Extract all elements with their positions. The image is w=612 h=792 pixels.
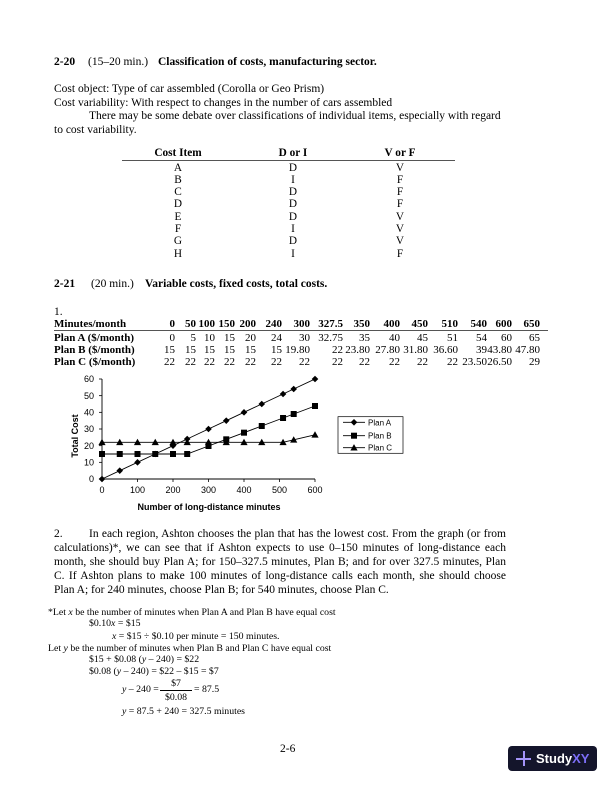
table-cell: 23.80 bbox=[345, 344, 370, 356]
y-tick-label: 30 bbox=[83, 424, 94, 435]
table-cell: A bbox=[173, 161, 183, 174]
minutes-column-header: 400 bbox=[383, 318, 400, 330]
footnote-text: = 87.5 + 240 = 327.5 minutes bbox=[126, 706, 245, 717]
math-variable: y bbox=[122, 684, 127, 695]
data-point-plan-a bbox=[241, 409, 248, 416]
data-point-plan-a bbox=[280, 391, 287, 398]
x-tick-label: 500 bbox=[271, 485, 288, 495]
footnote-text: Let bbox=[48, 643, 64, 654]
table-cell: 51 bbox=[447, 332, 458, 344]
plan-row-label: Plan C ($/month) bbox=[54, 356, 136, 368]
legend-marker-plan-b bbox=[351, 433, 357, 439]
table-cell: 40 bbox=[389, 332, 400, 344]
row-header-label: Minutes/month bbox=[54, 318, 127, 330]
legend-label: Plan C bbox=[368, 443, 393, 453]
y-tick-label: 40 bbox=[83, 407, 94, 418]
minutes-column-header: 327.5 bbox=[318, 318, 343, 330]
table-cell: V bbox=[395, 210, 405, 223]
data-point-plan-b bbox=[152, 451, 158, 457]
table-cell: 0 bbox=[169, 332, 175, 344]
table-cell: 22 bbox=[332, 356, 343, 368]
data-point-plan-b bbox=[99, 451, 105, 457]
table-column-header: Cost Item bbox=[154, 147, 202, 159]
table-cell: 22 bbox=[271, 356, 282, 368]
table-cell: D bbox=[288, 186, 298, 199]
table-cell: 10 bbox=[204, 332, 215, 344]
table-cell: I bbox=[291, 173, 295, 186]
brand-name bbox=[536, 750, 589, 767]
classification-note: There may be some debate over classifications of individual items, especially with regard to cost variability. bbox=[54, 110, 501, 136]
table-cell: 22 bbox=[417, 356, 428, 368]
table-cell: D bbox=[288, 198, 298, 211]
cost-variability-line: Cost variability: With respect to changes in the number of cars assembled bbox=[54, 97, 393, 109]
table-cell: 15 bbox=[245, 344, 256, 356]
footnote-line bbox=[48, 607, 336, 618]
table-cell: 22 bbox=[332, 344, 343, 356]
table-cell: H bbox=[173, 247, 183, 260]
part-2-text: In each region, Ashton chooses the plan that has the lowest cost. From the graph (or from calculations)*, we can see that if Ashton expects to use 0–150 minutes of long-distance each month, she should buy Plan A; for 150–327.5 minutes, Plan B; and for over 327.5 minutes, Plan C. If Ashton plans to make 100 minutes of long-distance calls each month, she should choose Plan A; for 240 minutes, choose Plan B; for 540 minutes, choose Plan C. bbox=[54, 528, 506, 596]
footnote-text: – 240) = $22 bbox=[146, 654, 200, 665]
minutes-column-header: 540 bbox=[470, 318, 487, 330]
brand-accent: XY bbox=[572, 751, 590, 766]
data-point-plan-b bbox=[184, 451, 190, 457]
data-point-plan-b bbox=[135, 451, 141, 457]
fraction bbox=[160, 678, 192, 703]
footnote-equation bbox=[89, 654, 199, 665]
data-point-plan-c bbox=[311, 431, 318, 437]
math-variable: x bbox=[111, 618, 116, 629]
data-point-plan-b bbox=[259, 423, 265, 429]
table-cell: 15 bbox=[185, 344, 196, 356]
table-cell: V bbox=[395, 223, 405, 235]
part-2-paragraph bbox=[54, 527, 506, 597]
minutes-column-header: 350 bbox=[353, 318, 370, 330]
legend-label: Plan B bbox=[368, 431, 392, 441]
footnote-equation bbox=[112, 631, 279, 642]
table-cell: 45 bbox=[417, 332, 428, 344]
data-point-plan-b bbox=[280, 415, 286, 421]
part-2-label: 2. bbox=[54, 528, 63, 540]
table-cell: 22 bbox=[164, 356, 175, 368]
table-cell: V bbox=[395, 161, 405, 174]
math-variable: y bbox=[141, 654, 147, 665]
footnote-equation bbox=[89, 666, 219, 677]
table-cell: F bbox=[396, 173, 404, 186]
footnote-text: – 240) = $22 – $15 = $7 bbox=[121, 666, 219, 677]
data-point-plan-a bbox=[290, 386, 297, 393]
table-cell: 23.50 bbox=[462, 356, 487, 368]
table-cell: 22 bbox=[389, 356, 400, 368]
footnote-equation bbox=[89, 618, 141, 629]
table-cell: 29 bbox=[529, 356, 540, 368]
y-axis-title: Total Cost bbox=[70, 414, 80, 458]
data-point-plan-a bbox=[205, 426, 212, 433]
problem-number: 2-21 bbox=[54, 278, 76, 290]
table-cell: I bbox=[291, 223, 295, 235]
table-cell: 22 bbox=[359, 356, 370, 368]
x-tick-label: 600 bbox=[307, 485, 323, 495]
table-cell: 15 bbox=[271, 344, 282, 356]
data-point-plan-b bbox=[291, 411, 297, 417]
table-cell: 15 bbox=[224, 332, 235, 344]
table-cell: F bbox=[396, 247, 404, 260]
x-tick-label: 100 bbox=[129, 485, 146, 495]
data-point-plan-b bbox=[312, 403, 318, 409]
table-cell: 26.50 bbox=[487, 356, 512, 368]
total-cost-chart bbox=[55, 368, 415, 518]
data-point-plan-a bbox=[312, 376, 319, 383]
table-cell: 22 bbox=[224, 356, 235, 368]
problem-title: Variable costs, fixed costs, total costs. bbox=[145, 278, 328, 290]
fraction-numerator: $7 bbox=[171, 678, 181, 689]
studyxy-watermark-badge bbox=[508, 746, 597, 771]
footnote-equation bbox=[122, 706, 245, 717]
table-cell: 22 bbox=[185, 356, 196, 368]
table-cell: D bbox=[288, 235, 298, 248]
part-1-label: 1. bbox=[54, 306, 63, 318]
table-column-header: V or F bbox=[384, 147, 416, 159]
plan-row-label: Plan B ($/month) bbox=[54, 344, 135, 356]
table-cell: 15 bbox=[204, 344, 215, 356]
footnote-text: $0.10 bbox=[89, 618, 112, 629]
table-cell: 27.80 bbox=[375, 344, 400, 356]
minutes-column-header: 0 bbox=[169, 318, 175, 330]
table-cell: G bbox=[173, 235, 183, 248]
cost-classification-table bbox=[122, 147, 455, 262]
table-cell: 20 bbox=[245, 332, 256, 344]
footnote-text: – 240 = bbox=[126, 684, 159, 695]
plan-row-label: Plan A ($/month) bbox=[54, 332, 135, 344]
brand-main: Study bbox=[536, 751, 573, 766]
fraction-denominator: $0.08 bbox=[164, 692, 188, 703]
table-cell: 47.80 bbox=[515, 344, 540, 356]
footnote-equation bbox=[122, 684, 159, 695]
data-point-plan-b bbox=[117, 451, 123, 457]
math-variable: y bbox=[122, 706, 127, 717]
table-cell: 32.75 bbox=[318, 332, 343, 344]
page-number: 2-6 bbox=[280, 743, 296, 755]
footnote-text: = $15 ÷ $0.10 per minute = 150 minutes. bbox=[116, 631, 280, 642]
table-cell: D bbox=[288, 161, 298, 174]
y-tick-label: 60 bbox=[83, 374, 94, 385]
table-cell: B bbox=[174, 173, 182, 186]
problem-time: (20 min.) bbox=[91, 278, 134, 290]
data-point-plan-a bbox=[116, 467, 123, 474]
minutes-column-header: 100 bbox=[198, 318, 215, 330]
footnote-text: be the number of minutes when Plan B and Plan C have equal cost bbox=[67, 643, 332, 654]
minutes-column-header: 50 bbox=[185, 318, 196, 330]
table-cell: D bbox=[173, 198, 183, 211]
problem-title: Classification of costs, manufacturing sector. bbox=[158, 56, 377, 68]
footnote-text: be the number of minutes when Plan A and Plan B have equal cost bbox=[72, 607, 336, 618]
table-cell: C bbox=[174, 186, 182, 199]
problem-number: 2-20 bbox=[54, 56, 76, 68]
table-cell: 35 bbox=[359, 332, 370, 344]
data-point-plan-b bbox=[241, 430, 247, 436]
table-cell: I bbox=[291, 247, 295, 260]
data-point-plan-a bbox=[99, 476, 106, 483]
data-point-plan-a bbox=[134, 459, 141, 466]
math-variable: y bbox=[63, 643, 68, 654]
table-cell: D bbox=[288, 210, 298, 223]
footnote-text: = $15 bbox=[115, 618, 141, 629]
minutes-column-header: 650 bbox=[523, 318, 540, 330]
table-column-header: D or I bbox=[278, 147, 308, 159]
x-tick-label: 300 bbox=[200, 485, 217, 495]
data-point-plan-a bbox=[258, 401, 265, 408]
plus-icon bbox=[516, 751, 531, 766]
table-cell: 22 bbox=[245, 356, 256, 368]
table-cell: 15 bbox=[164, 344, 175, 356]
table-cell: 5 bbox=[190, 332, 196, 344]
y-tick-label: 20 bbox=[83, 440, 94, 451]
minutes-column-header: 240 bbox=[265, 318, 282, 330]
table-cell: 15 bbox=[224, 344, 235, 356]
data-point-plan-b bbox=[170, 451, 176, 457]
footnote-text: $15 + $0.08 ( bbox=[89, 654, 142, 665]
table-cell: 22 bbox=[299, 356, 310, 368]
table-cell: 19.80 bbox=[285, 344, 310, 356]
table-cell: 65 bbox=[529, 332, 540, 344]
x-tick-label: 200 bbox=[165, 485, 181, 495]
footnote-line bbox=[48, 643, 331, 654]
table-cell: 31.80 bbox=[403, 344, 428, 356]
table-cell: F bbox=[174, 223, 182, 235]
minutes-column-header: 600 bbox=[495, 318, 512, 330]
table-cell: 60 bbox=[501, 332, 512, 344]
math-variable: y bbox=[116, 666, 122, 677]
x-tick-label: 400 bbox=[236, 485, 252, 495]
minutes-column-header: 510 bbox=[441, 318, 458, 330]
minutes-column-header: 450 bbox=[411, 318, 428, 330]
fraction-result: = 87.5 bbox=[194, 684, 220, 695]
math-variable: x bbox=[68, 607, 73, 618]
math-variable: x bbox=[112, 631, 117, 642]
footnote-text: $0.08 ( bbox=[89, 666, 117, 677]
y-tick-label: 0 bbox=[88, 474, 94, 485]
table-cell: 22 bbox=[204, 356, 215, 368]
table-cell: 39 bbox=[476, 344, 487, 356]
problem-time: (15–20 min.) bbox=[88, 56, 149, 68]
table-cell: 22 bbox=[447, 356, 458, 368]
y-tick-label: 10 bbox=[83, 457, 94, 468]
table-cell: 54 bbox=[476, 332, 487, 344]
table-cell: F bbox=[396, 198, 404, 211]
x-axis-title: Number of long-distance minutes bbox=[137, 502, 281, 512]
data-point-plan-a bbox=[223, 417, 230, 424]
table-cell: 43.80 bbox=[487, 344, 512, 356]
table-cell: 30 bbox=[299, 332, 310, 344]
minutes-column-header: 200 bbox=[239, 318, 256, 330]
table-cell: 24 bbox=[271, 332, 282, 344]
minutes-column-header: 150 bbox=[218, 318, 235, 330]
fraction-bar bbox=[160, 690, 192, 691]
cost-object-line: Cost object: Type of car assembled (Corolla or Geo Prism) bbox=[54, 83, 325, 95]
y-tick-label: 50 bbox=[83, 390, 94, 401]
footnote-text: *Let bbox=[48, 607, 69, 618]
minutes-column-header: 300 bbox=[293, 318, 310, 330]
table-cell: V bbox=[395, 235, 405, 248]
table-cell: E bbox=[174, 210, 182, 223]
table-cell: F bbox=[396, 186, 404, 199]
legend-label: Plan A bbox=[368, 418, 392, 428]
table-cell: 36.60 bbox=[433, 344, 458, 356]
x-tick-label: 0 bbox=[99, 485, 105, 495]
